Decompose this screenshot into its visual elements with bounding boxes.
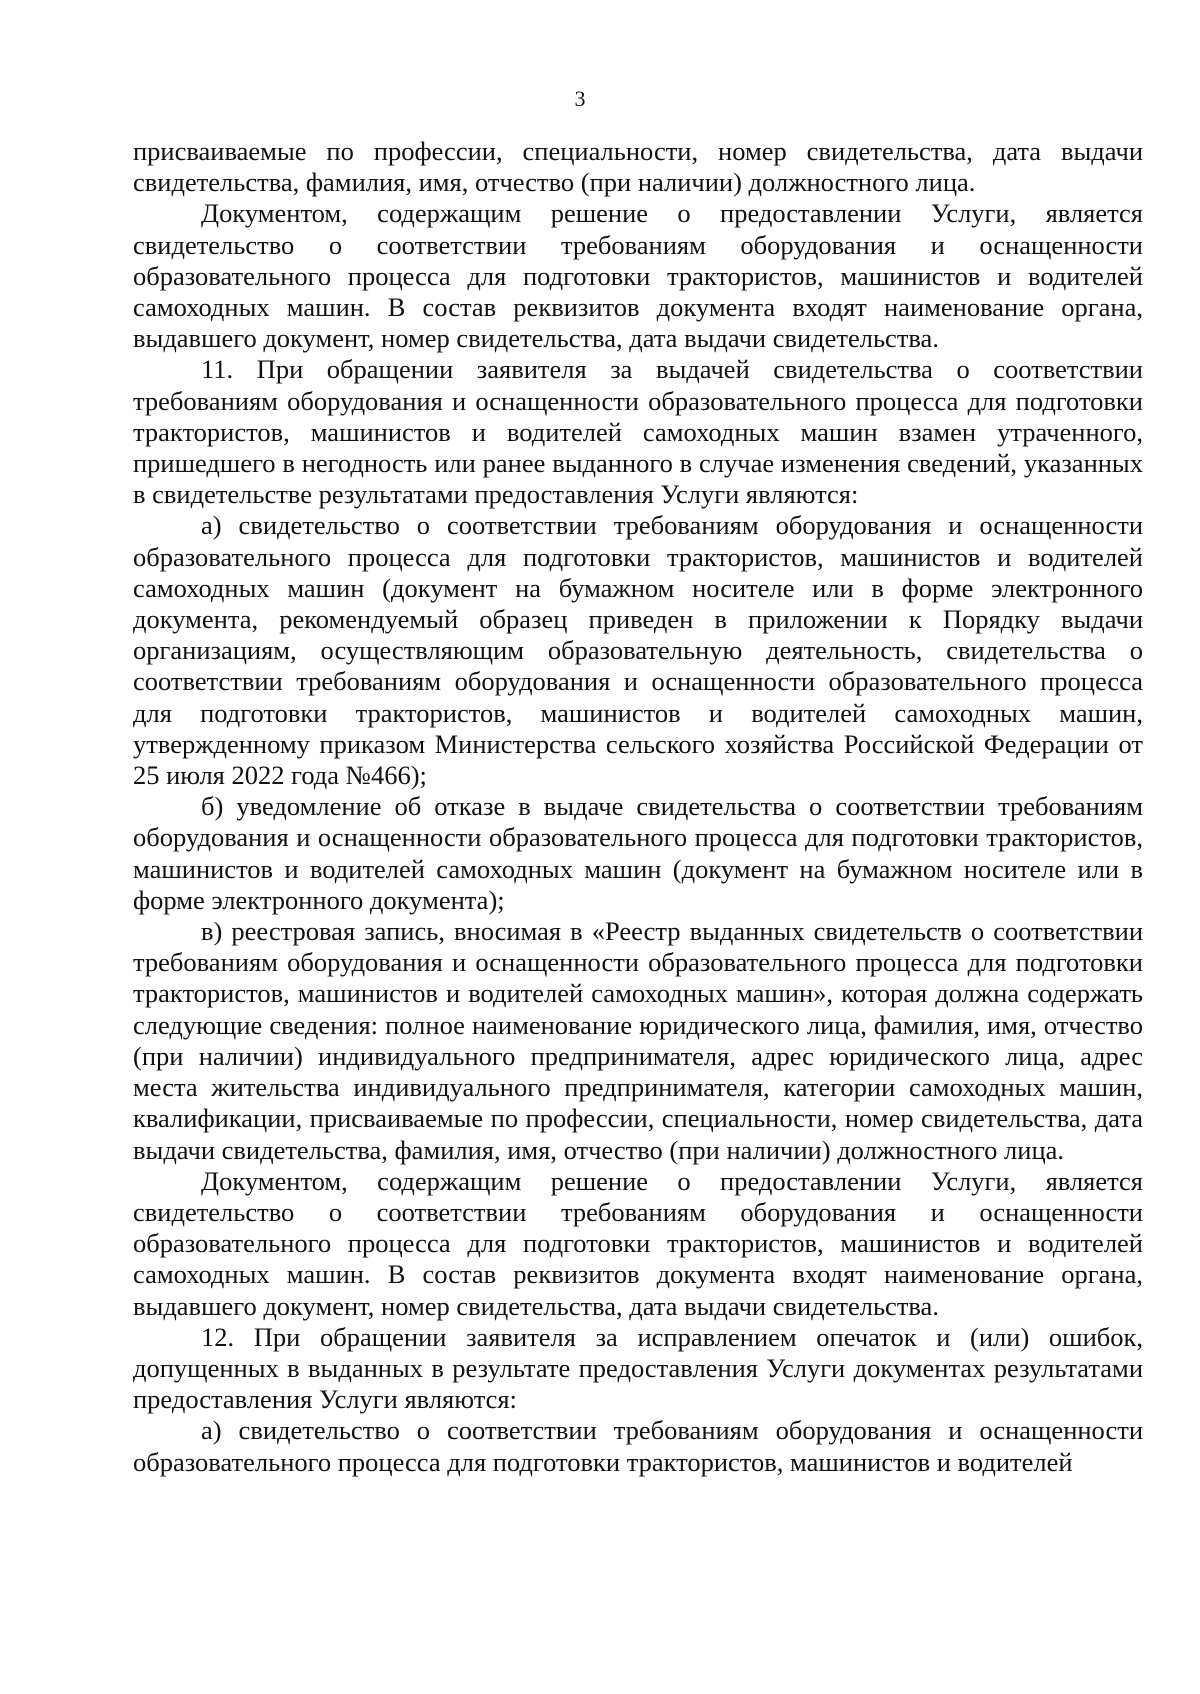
page-number: 3 — [574, 86, 586, 111]
paragraph-continuation: присваиваемые по профессии, специальности, номер свидетельства, дата выдачи свидетельства, фамилия, имя, отчество (при наличии) должностного лица. — [133, 136, 1143, 198]
document-body — [133, 136, 1143, 1478]
paragraph-item-12-a: а) свидетельство о соответствии требованиям оборудования и оснащенности образовательного процесса для подготовки трактористов, машинистов и водителей — [133, 1415, 1143, 1477]
paragraph-item-11-b: б) уведомление об отказе в выдаче свидетельства о соответствии требованиям оборудования и оснащенности образовательного процесса для подготовки трактористов, машинистов и водителей самоходных машин (документ на бумажном носителе или в форме электронного документа); — [133, 791, 1143, 915]
paragraph-item-11-v: в) реестровая запись, вносимая в «Реестр выданных свидетельств о соответствии требованиям оборудования и оснащенности образовательного процесса для подготовки трактористов, машинистов и водителей самоходных машин», которая должна содержать следующие сведения: полное наименование юридического лица, фамилия, имя, отчество (при наличии) индивидуального предпринимателя, адрес юридического лица, адрес места жительства индивидуального предпринимателя, категории самоходных машин, квалификации, присваиваемые по профессии, специальности, номер свидетельства, дата выдачи свидетельства, фамилия, имя, отчество (при наличии) должностного лица. — [133, 916, 1143, 1165]
paragraph-item-12: 12. При обращении заявителя за исправлением опечаток и (или) ошибок, допущенных в выданных в результате предоставления Услуги документах результатами предоставления Услуги являются: — [133, 1321, 1143, 1415]
paragraph-decision-document-2: Документом, содержащим решение о предоставлении Услуги, является свидетельство о соответствии требованиям оборудования и оснащенности образовательного процесса для подготовки трактористов, машинистов и водителей самоходных машин. В состав реквизитов документа входят наименование органа, выдавшего документ, номер свидетельства, дата выдачи свидетельства. — [133, 1165, 1143, 1321]
paragraph-decision-document: Документом, содержащим решение о предоставлении Услуги, является свидетельство о соответствии требованиям оборудования и оснащенности образовательного процесса для подготовки трактористов, машинистов и водителей самоходных машин. В состав реквизитов документа входят наименование органа, выдавшего документ, номер свидетельства, дата выдачи свидетельства. — [133, 198, 1143, 354]
paragraph-item-11: 11. При обращении заявителя за выдачей свидетельства о соответствии требованиям оборудования и оснащенности образовательного процесса для подготовки трактористов, машинистов и водителей самоходных машин взамен утраченного, пришедшего в негодность или ранее выданного в случае изменения сведений, указанных в свидетельстве результатами предоставления Услуги являются: — [133, 354, 1143, 510]
paragraph-item-11-a: а) свидетельство о соответствии требованиям оборудования и оснащенности образовательного процесса для подготовки трактористов, машинистов и водителей самоходных машин (документ на бумажном носителе или в форме электронного документа, рекомендуемый образец приведен в приложении к Порядку выдачи организациям, осуществляющим образовательную деятельность, свидетельства о соответствии требованиям оборудования и оснащенности образовательного процесса для подготовки трактористов, машинистов и водителей самоходных машин, утвержденному приказом Министерства сельского хозяйства Российской Федерации от 25 июля 2022 года №466); — [133, 510, 1143, 791]
